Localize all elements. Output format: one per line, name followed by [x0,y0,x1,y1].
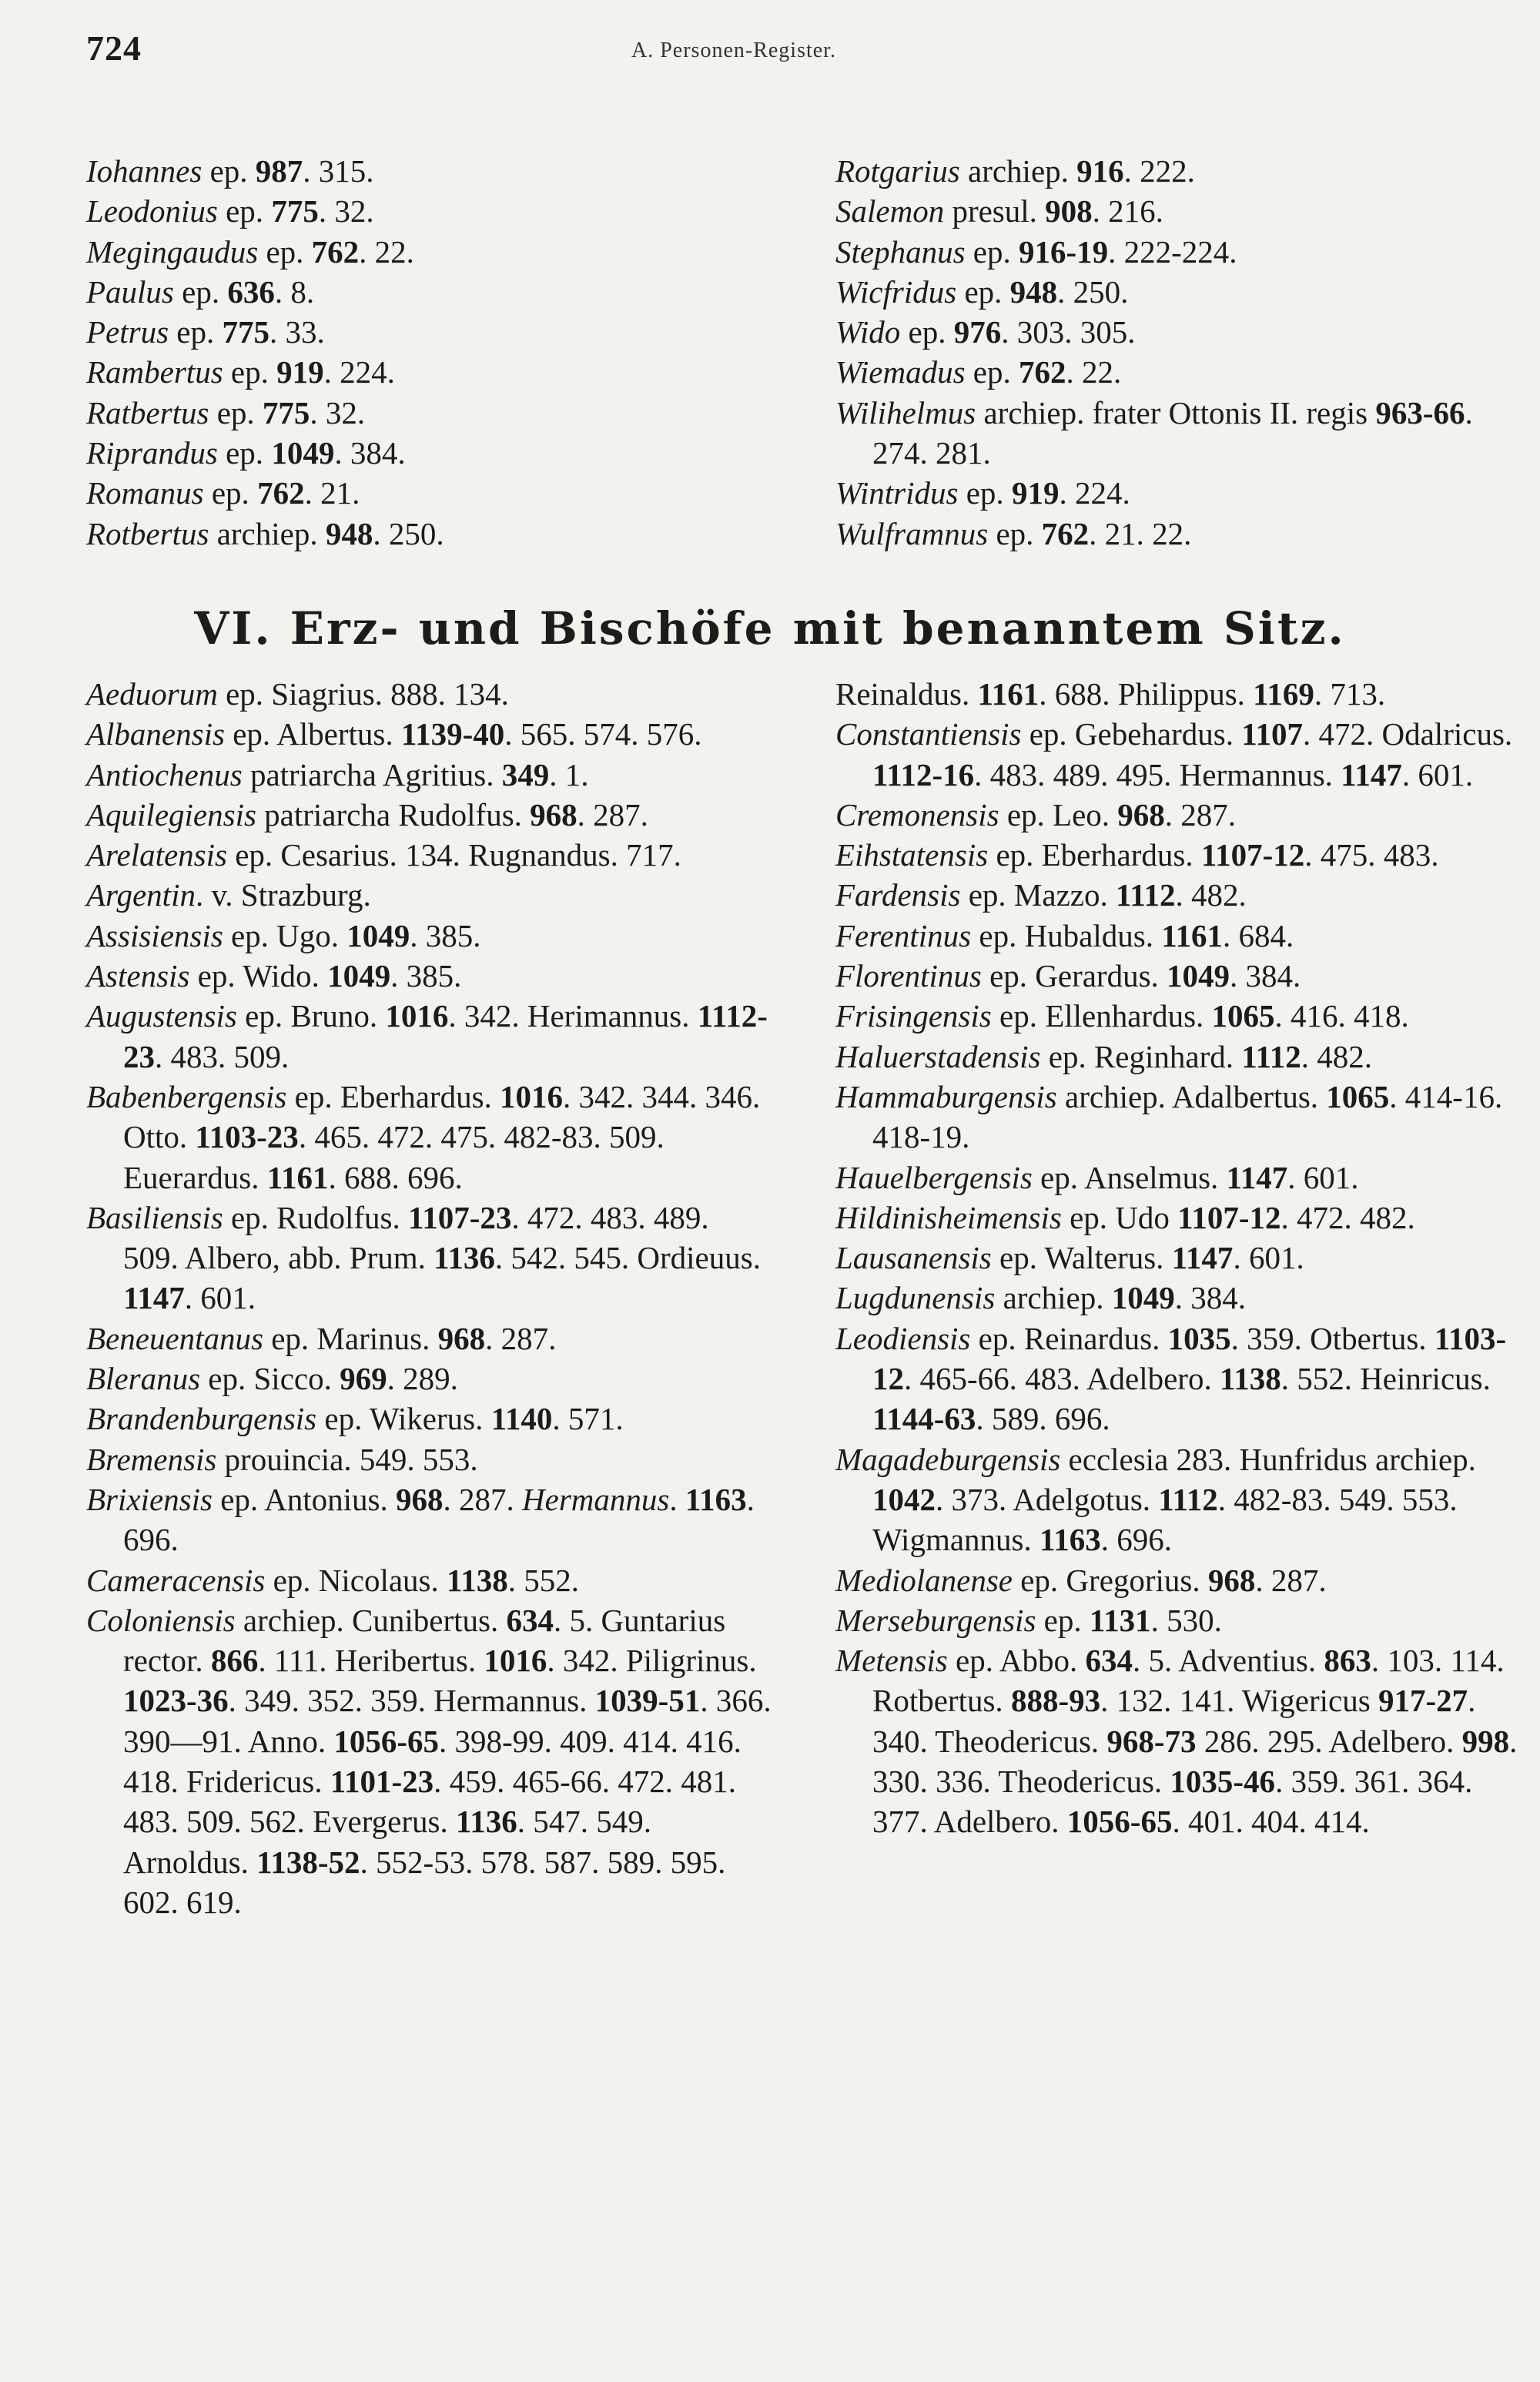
register-entry: Cremonensis ep. Leo. 968. 287. [835,796,1237,833]
register-entry: Magadeburgensis ecclesia 283. Hunfridus archiep. 1042. 373. Adelgotus. 1112. 482-83. 549. 553. Wigmannus. 1163. 696. [835,1441,1476,1558]
register-entry: Leodonius ep. 775. 32. [86,193,374,229]
register-entry: Rotgarius archiep. 916. 222. [835,153,1195,189]
register-entry: Hauelbergensis ep. Anselmus. 1147. 601. [835,1159,1359,1195]
register-entry: Ratbertus ep. 775. 32. [86,394,366,431]
register-entry: Florentinus ep. Gerardus. 1049. 384. [835,958,1301,994]
register-entry: Bremensis prouincia. 549. 553. [86,1441,478,1477]
register-entry: Rotbertus archiep. 948. 250. [86,515,444,551]
register-entry: Astensis ep. Wido. 1049. 385. [86,958,462,994]
register-entry: Brixiensis ep. Antonius. 968. 287. Hermannus. 1163. 696. [86,1481,755,1558]
running-title: A. Personen-Register. [631,39,836,62]
register-entry: Antiochenus patriarcha Agritius. 349. 1. [86,756,589,792]
register-entry: Mediolanense ep. Gregorius. 968. 287. [835,1562,1327,1598]
register-entry: Arelatensis ep. Cesarius. 134. Rugnandus. 717. [86,837,681,873]
page-number: 724 [86,28,142,68]
register-entry: Hildinisheimensis ep. Udo 1107-12. 472. 482. [835,1199,1415,1235]
register-entry: Argentin. v. Strazburg. [86,877,371,913]
register-entry: Metensis ep. Abbo. 634. 5. Adventius. 863. 103. 114. Rotbertus. 888-93. 132. 141. Wigericus 917-27. 340. Theodericus. 968-73 286. 295. Adelbero. 998. 330. 336. Theodericus. 1035-46. 359. 361. 364. 377. Adelbero. 1056-65. 401. 404. 414. [835,1643,1518,1840]
register-entry: Megingaudus ep. 762. 22. [86,233,414,270]
register-entry: Romanus ep. 762. 21. [86,475,360,511]
register-entry: Aeduorum ep. Siagrius. 888. 134. [86,676,509,712]
column-bottom-left [86,674,772,1922]
register-entry: Iohannes ep. 987. 315. [86,153,374,189]
register-entry: Constantiensis ep. Gebehardus. 1107. 472. Odalricus. 1112-16. 483. 489. 495. Hermannus. 1147. 601. [835,716,1513,792]
register-entry: Wicfridus ep. 948. 250. [835,273,1129,310]
register-entry: Eihstatensis ep. Eberhardus. 1107-12. 475. 483. [835,837,1439,873]
register-entry: Stephanus ep. 916-19. 222-224. [835,233,1237,270]
register-entry: Aquilegiensis patriarcha Rudolfus. 968. 287. [86,796,648,833]
section-heading: VI. Erz- und Bischöfe mit benanntem Sitz. [194,602,1346,655]
register-entry: Beneuentanus ep. Marinus. 968. 287. [86,1320,557,1356]
register-entry: Augustensis ep. Bruno. 1016. 342. Herimannus. 1112-23. 483. 509. [86,998,768,1074]
register-entry: Brandenburgensis ep. Wikerus. 1140. 571. [86,1401,624,1437]
register-entry: Ferentinus ep. Hubaldus. 1161. 684. [835,917,1294,953]
register-entry: Leodiensis ep. Reinardus. 1035. 359. Otbertus. 1103-12. 465-66. 483. Adelbero. 1138. 552. Heinricus. 1144-63. 589. 696. [835,1320,1507,1437]
register-entry: Lausanensis ep. Walterus. 1147. 601. [835,1240,1304,1276]
register-entry: Paulus ep. 636. 8. [86,273,315,310]
register-entry: Reinaldus. 1161. 688. Philippus. 1169. 713. [835,676,1386,712]
register-entry: Petrus ep. 775. 33. [86,314,325,350]
register-entry: Wido ep. 976. 303. 305. [835,314,1136,350]
register-entry: Hammaburgensis archiep. Adalbertus. 1065. 414-16. 418-19. [835,1078,1503,1155]
register-entry: Bleranus ep. Sicco. 969. 289. [86,1361,458,1397]
register-entry: Assisiensis ep. Ugo. 1049. 385. [86,917,481,953]
register-entry: Salemon presul. 908. 216. [835,193,1163,229]
register-entry: Lugdunensis archiep. 1049. 384. [835,1280,1246,1316]
register-entry: Wintridus ep. 919. 224. [835,475,1130,511]
register-entry: Haluerstadensis ep. Reginhard. 1112. 482. [835,1038,1372,1074]
register-entry: Cameracensis ep. Nicolaus. 1138. 552. [86,1562,580,1598]
column-top-right [835,151,1521,554]
register-entry: Rambertus ep. 919. 224. [86,354,395,390]
register-entry: Babenbergensis ep. Eberhardus. 1016. 342. 344. 346. Otto. 1103-23. 465. 472. 475. 482-83. 509. Euerardus. 1161. 688. 696. [86,1078,761,1195]
register-entry: Wilihelmus archiep. frater Ottonis II. regis 963-66. 274. 281. [835,394,1473,471]
register-entry: Wiemadus ep. 762. 22. [835,354,1122,390]
register-entry: Fardensis ep. Mazzo. 1112. 482. [835,877,1247,913]
column-top-left [86,151,772,554]
column-bottom-right [835,674,1521,1842]
register-entry: Merseburgensis ep. 1131. 530. [835,1602,1222,1638]
register-entry: Basiliensis ep. Rudolfus. 1107-23. 472. 483. 489. 509. Albero, abb. Prum. 1136. 542. 545. Ordieuus. 1147. 601. [86,1199,761,1316]
register-entry: Coloniensis archiep. Cunibertus. 634. 5. Guntarius rector. 866. 111. Heribertus. 1016. 342. Piligrinus. 1023-36. 349. 352. 359. Hermannus. 1039-51. 366. 390—91. Anno. 1056-65. 398-99. 409. 414. 416. 418. Fridericus. 1101-23. 459. 465-66. 472. 481. 483. 509. 562. Evergerus. 1136. 547. 549. Arnoldus. 1138-52. 552-53. 578. 587. 589. 595. 602. 619. [86,1602,772,1920]
register-entry: Wulframnus ep. 762. 21. 22. [835,515,1192,551]
register-entry: Riprandus ep. 1049. 384. [86,435,406,471]
register-entry: Albanensis ep. Albertus. 1139-40. 565. 574. 576. [86,716,702,752]
register-entry: Frisingensis ep. Ellenhardus. 1065. 416. 418. [835,998,1409,1034]
